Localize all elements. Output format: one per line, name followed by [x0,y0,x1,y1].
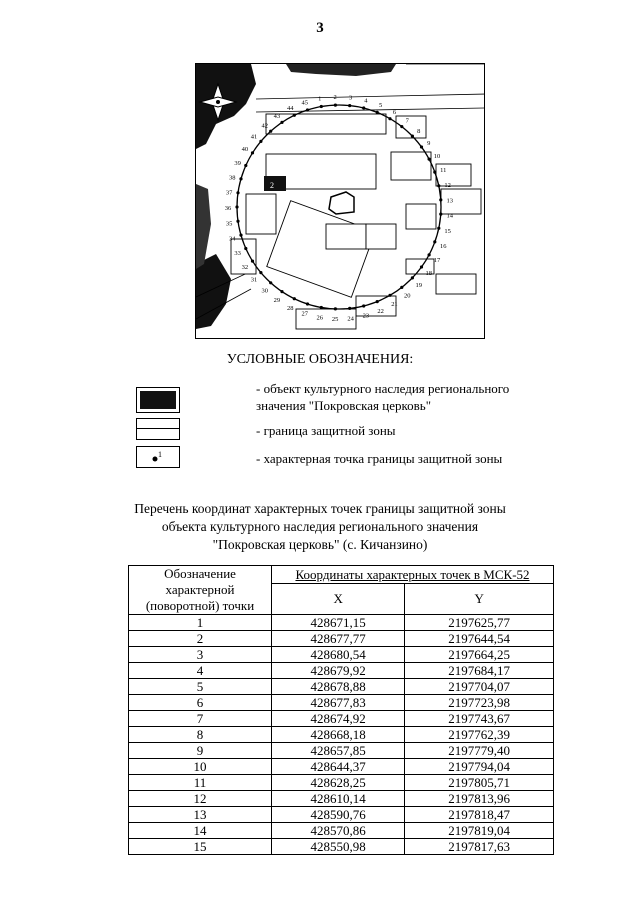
boundary-point [411,135,414,138]
boundary-point [433,240,436,243]
site-plan-drawing [196,64,485,339]
boundary-point [306,302,309,305]
boundary-point [320,306,323,309]
boundary-point-label: 5 [378,102,383,110]
boundary-point-label: 35 [225,220,233,228]
table-row [129,631,554,647]
coord-y-cell: 2197817,63 [405,839,554,855]
boundary-point [259,271,262,274]
coord-y-cell: 2197664,25 [405,647,554,663]
boundary-point [306,108,309,111]
legend-swatch-zone-boundary [136,418,180,440]
coord-x-cell: 428677,77 [272,631,405,647]
boundary-point [388,294,391,297]
boundary-point [293,114,296,117]
point-number-cell: 8 [129,727,272,743]
table-row [129,711,554,727]
boundary-point-label: 45 [301,99,308,107]
boundary-point [280,290,283,293]
coord-x-cell: 428677,83 [272,695,405,711]
boundary-point [439,198,442,201]
boundary-point-label: 15 [444,228,451,236]
header-x: X [272,584,405,615]
boundary-point [348,307,351,310]
boundary-point [236,191,239,194]
boundary-point [280,121,283,124]
dark-terrain-left [196,64,256,149]
boundary-point [362,106,365,109]
boundary-point [376,111,379,114]
coord-y-cell: 2197762,39 [405,727,554,743]
boundary-point-label: 3 [348,94,353,102]
page-number: 3 [316,20,324,36]
boundary-point-label: 44 [287,105,294,113]
point-number-cell: 11 [129,775,272,791]
building [391,152,431,180]
legend-title: УСЛОВНЫЕ ОБОЗНАЧЕНИЯ: [226,352,414,367]
boundary-point-label: 19 [415,282,423,290]
point-number-cell: 2 [129,631,272,647]
boundary-point [362,304,365,307]
site-plan-map [195,63,485,339]
table-row [129,663,554,679]
dark-terrain-top [286,64,396,76]
boundary-point [236,220,239,223]
boundary-point-label: 41 [250,133,258,141]
coordinates-list-title [0,500,640,554]
boundary-point-label: 8 [417,127,421,135]
boundary-point [439,213,442,216]
point-number-cell: 7 [129,711,272,727]
boundary-point [388,117,391,120]
legend-swatch-heritage-object [136,387,180,413]
boundary-point-label: 23 [362,312,370,320]
building [366,224,396,249]
coord-x-cell: 428657,85 [272,743,405,759]
coord-y-cell: 2197805,71 [405,775,554,791]
point-number-cell: 13 [129,807,272,823]
boundary-point [334,104,337,107]
coordinates-table [128,565,554,855]
table-row [129,695,554,711]
coord-y-cell: 2197813,96 [405,791,554,807]
boundary-point-label: 33 [234,250,241,258]
boundary-point-label: 21 [391,301,398,309]
boundary-point-label: 27 [301,310,308,318]
list-title-line: Перечень координат характерных точек границы защитной зоны [134,501,506,516]
building [246,194,276,234]
coord-x-cell: 428610,14 [272,791,405,807]
building [326,224,366,249]
coord-y-cell: 2197819,04 [405,823,554,839]
dark-terrain-left-mid [196,184,211,269]
table-row [129,759,554,775]
boundary-point-label: 36 [224,205,232,212]
boundary-point [269,281,272,284]
coord-y-cell: 2197723,98 [405,695,554,711]
point-number-cell: 5 [129,679,272,695]
boundary-point-label: 29 [273,297,281,304]
table-row [129,823,554,839]
list-title-line: объекта культурного наследия регионального значения [161,519,479,534]
svg-text:1: 1 [158,450,162,459]
coord-x-cell: 428570,86 [272,823,405,839]
boundary-point-label: 25 [331,315,339,323]
coord-x-cell: 428644,37 [272,759,405,775]
building [436,274,476,294]
boundary-point [239,234,242,237]
boundary-point [411,276,414,279]
svg-text:2: 2 [270,181,274,190]
coord-y-cell: 2197779,40 [405,743,554,759]
boundary-point [428,158,431,161]
boundary-point-label: 7 [405,117,409,125]
legend-text-boundary-point: - характерная точка границы защитной зоны [256,451,503,466]
boundary-point [269,130,272,133]
table-row [129,615,554,631]
boundary-point-label: 39 [234,159,241,167]
boundary-point-label: 12 [444,181,451,189]
boundary-point [293,297,296,300]
table-row [129,743,554,759]
boundary-point-label: 43 [273,113,281,120]
boundary-point-label: 16 [440,243,447,250]
header-y: Y [405,584,554,615]
coord-x-cell: 428668,18 [272,727,405,743]
coord-x-cell: 428680,54 [272,647,405,663]
boundary-point [437,227,440,230]
coord-y-cell: 2197743,67 [405,711,554,727]
point-number-cell: 9 [129,743,272,759]
boundary-point-label: 38 [229,174,236,182]
header-coordinates: Координаты характерных точек в МСК-52 [272,566,554,584]
boundary-point-label: 4 [364,97,368,105]
legend-text-heritage-object: - объект культурного наследия регионального значения "Покровская церковь" [256,381,510,413]
boundary-point-label: 6 [392,108,397,116]
coord-x-cell: 428628,25 [272,775,405,791]
boundary-point-label: 1 [318,95,322,103]
boundary-point-label: 14 [446,212,453,220]
legend-item-boundary-point [136,446,556,470]
table-row [129,727,554,743]
coordinates-table-body [129,615,554,855]
point-number-cell: 14 [129,823,272,839]
boundary-point [251,151,254,154]
coord-x-cell: 428590,76 [272,807,405,823]
boundary-point-label: 37 [225,189,233,197]
point-number-cell: 10 [129,759,272,775]
boundary-point-label: 24 [347,315,354,323]
boundary-point [433,171,436,174]
boundary-point-label: 17 [433,257,441,265]
point-number-cell: 6 [129,695,272,711]
table-row [129,775,554,791]
boundary-point [251,260,254,263]
boundary-point-label: 10 [433,152,441,160]
coord-y-cell: 2197684,17 [405,663,554,679]
table-row [129,647,554,663]
boundary-point-label: 30 [261,287,268,295]
boundary-point [244,164,247,167]
legend-item-zone-boundary [136,418,556,442]
coord-x-cell: 428674,92 [272,711,405,727]
coord-x-cell: 428678,88 [272,679,405,695]
boundary-point-label: 32 [241,263,249,271]
header-designation: Обозначение характерной (поворотной) точки [129,566,272,615]
coord-y-cell: 2197704,07 [405,679,554,695]
boundary-point-label: 42 [261,122,268,130]
boundary-point-label: 31 [250,276,258,284]
table-row [129,679,554,695]
coord-x-cell: 428671,15 [272,615,405,631]
coord-x-cell: 428679,92 [272,663,405,679]
list-title-line: "Покровская церковь" (с. Кичанзино) [212,537,428,552]
coord-y-cell: 2197794,04 [405,759,554,775]
boundary-point [244,247,247,250]
boundary-point-label: 20 [404,292,411,300]
boundary-point [235,205,238,208]
point-number-cell: 1 [129,615,272,631]
boundary-point [376,300,379,303]
coord-y-cell: 2197625,77 [405,615,554,631]
legend-text-zone-boundary: - граница защитной зоны [256,423,396,438]
table-row [129,807,554,823]
point-number-cell: 15 [129,839,272,855]
boundary-point [348,104,351,107]
boundary-point [320,105,323,108]
legend-item-heritage-object [136,381,556,421]
boundary-point-label: 26 [316,314,323,322]
boundary-point [420,145,423,148]
boundary-point-label: 13 [446,197,453,205]
boundary-point-label: 22 [377,307,384,315]
coord-y-cell: 2197644,54 [405,631,554,647]
coord-y-cell: 2197818,47 [405,807,554,823]
boundary-point [420,265,423,268]
boundary-point-label: 28 [287,304,294,312]
boundary-point [437,184,440,187]
boundary-point [334,307,337,310]
legend-swatch-boundary-point [136,446,180,468]
boundary-point-label: 40 [241,146,249,154]
boundary-point-label: 18 [425,270,433,278]
point-number-cell: 4 [129,663,272,679]
church-object [329,192,354,214]
boundary-point [259,140,262,143]
boundary-point-label: 2 [333,94,337,102]
point-number-cell: 3 [129,647,272,663]
boundary-point [428,253,431,256]
building [406,204,436,229]
coord-x-cell: 428550,98 [272,839,405,855]
point-number-cell: 12 [129,791,272,807]
table-row [129,791,554,807]
boundary-point-label: 34 [229,235,236,243]
boundary-point [239,177,242,180]
boundary-point [400,125,403,128]
dark-building-2 [264,176,286,191]
boundary-point-icon [137,447,178,466]
building [266,114,386,134]
boundary-point-label: 11 [440,167,447,174]
boundary-point [400,286,403,289]
table-row [129,839,554,855]
boundary-point-label: 9 [427,139,431,147]
